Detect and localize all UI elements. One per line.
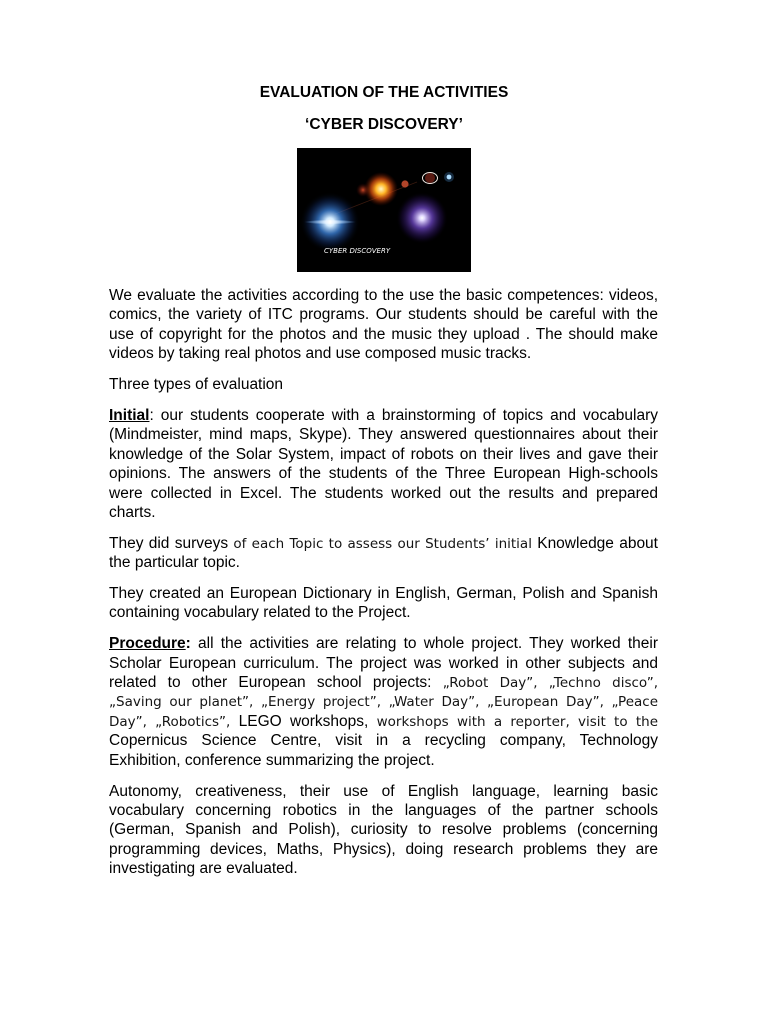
cyber-discovery-picture bbox=[297, 148, 471, 272]
line-text: „Robot Day”, „Techno disco”, bbox=[442, 675, 658, 692]
paragraph-line: vocabulary concerning robotics in the languages of the partner schools bbox=[109, 801, 658, 819]
line-text: They did surveys bbox=[109, 534, 234, 552]
small-planet bbox=[401, 180, 408, 187]
line-text: related to other European school projects: bbox=[109, 674, 443, 692]
distant-star-glow bbox=[444, 172, 454, 182]
paragraph-line bbox=[109, 634, 658, 653]
space-galaxy-picture bbox=[297, 148, 471, 272]
procedure-colon: : bbox=[185, 635, 191, 653]
paragraph-line: knowledge of the Solar System, impact of robots on their lives and gave their bbox=[109, 445, 658, 463]
paragraph-line: investigating are evaluated. bbox=[109, 860, 298, 878]
lens-flare-streak bbox=[304, 220, 356, 223]
paragraph-line: charts. bbox=[109, 503, 156, 521]
paragraph-line: were collected in Excel. The students worked out the results and prepared bbox=[109, 484, 658, 502]
procedure-heading: Procedure bbox=[109, 635, 186, 653]
paragraph-line: Copernicus Science Centre, visit in a recycling company, Technology bbox=[109, 732, 658, 750]
paragraph-surveys bbox=[109, 534, 658, 573]
paragraph-line: „Saving our planet”, „Energy project”, „Water Day”, „European Day”, „Peace bbox=[109, 693, 658, 710]
document-title: EVALUATION OF THE ACTIVITIES bbox=[259, 84, 509, 101]
paragraph-line: the particular topic. bbox=[109, 554, 240, 572]
paragraph-line bbox=[109, 406, 658, 425]
paragraph-initial bbox=[109, 406, 658, 522]
paragraph-line: Exhibition, conference summarizing the project. bbox=[109, 751, 435, 769]
document-body bbox=[109, 286, 658, 890]
paragraph-line: They created an European Dictionary in English, German, Polish and Spanish bbox=[109, 585, 658, 603]
paragraph-line: Autonomy, creativeness, their use of English language, learning basic bbox=[109, 782, 658, 800]
paragraph-line: containing vocabulary related to the Project. bbox=[109, 604, 411, 622]
paragraph-line: use of copyright for the photos and the music they upload . The should make bbox=[109, 325, 658, 343]
paragraph-line: programming devices, Maths, Physics), doing research problems they are bbox=[109, 840, 658, 858]
line-text: all the activities are relating to whole project. They worked their bbox=[190, 635, 658, 653]
paragraph-line: opinions. The answers of the students of the Three European High-schools bbox=[109, 465, 658, 483]
line-text: Day”, „Robotics”, bbox=[109, 713, 231, 730]
paragraph-line: We evaluate the activities according to the use the basic competences: videos, bbox=[109, 287, 658, 304]
paragraph-procedure bbox=[109, 634, 658, 770]
paragraph-competences bbox=[109, 286, 658, 364]
line-text: : our students cooperate with a brainstorming of topics and vocabulary bbox=[149, 406, 658, 424]
document-subtitle: ‘CYBER DISCOVERY’ bbox=[305, 116, 463, 133]
paragraph-line bbox=[109, 712, 658, 731]
paragraph-line bbox=[109, 673, 658, 692]
picture-caption: CYBER DISCOVERY bbox=[324, 247, 391, 255]
line-text: workshops with a reporter, visit to the bbox=[368, 713, 658, 730]
paragraph-line: comics, the variety of ITC programs. Our students should be careful with the bbox=[109, 306, 658, 324]
purple-nebula bbox=[396, 192, 448, 244]
paragraph-evaluation-types bbox=[109, 375, 658, 394]
line-text: Knowledge about bbox=[531, 534, 658, 552]
paragraph-line: Scholar European curriculum. The project was worked in other subjects and bbox=[109, 654, 658, 672]
paragraph-line: Three types of evaluation bbox=[109, 376, 284, 394]
paragraph-line: (German, Spanish and Polish), curiosity to resolve problems (concerning bbox=[109, 821, 658, 839]
initial-heading: Initial bbox=[109, 406, 150, 424]
paragraph-dictionary bbox=[109, 584, 658, 623]
paragraph-line bbox=[109, 534, 658, 553]
line-text: LEGO workshops, bbox=[230, 712, 369, 730]
ringed-planet bbox=[425, 173, 435, 183]
paragraph-autonomy bbox=[109, 782, 658, 879]
paragraph-line: (Mindmeister, mind maps, Skype). They answered questionnaires about their bbox=[109, 426, 658, 444]
paragraph-line: videos by taking real photos and use composed music tracks. bbox=[109, 345, 532, 363]
orange-sun bbox=[364, 172, 398, 206]
line-text: of each Topic to assess our Students’ initial bbox=[233, 535, 532, 552]
